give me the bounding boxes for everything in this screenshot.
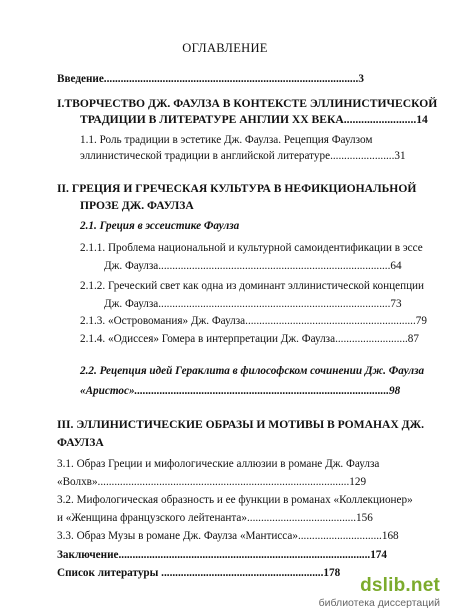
toc-section-1-1[interactable]: 1.1. Роль традиции в эстетике Дж. Фаулза. Рецепция Фаулзом xyxy=(80,134,373,146)
toc-section-2-2[interactable]: 2.2. Рецепция идей Гераклита в философском сочинении Дж. Фаулза xyxy=(80,365,425,377)
toc-section-2-1-2-cont[interactable]: Дж. Фаулза...................................................................................73 xyxy=(104,298,402,310)
toc-chapter-3-title[interactable]: III. ЭЛЛИНИСТИЧЕСКИЕ ОБРАЗЫ И МОТИВЫ В РОМАНАХ ДЖ. xyxy=(57,418,424,431)
watermark-tagline: библиотека диссертаций xyxy=(318,597,440,609)
toc-section-2-1-4[interactable]: 2.1.4. «Одиссея» Гомера в интерпретации Дж. Фаулза..........................87 xyxy=(80,333,419,345)
toc-chapter-1-title-cont[interactable]: ТРАДИЦИИ В ЛИТЕРАТУРЕ АНГЛИИ XX ВЕКА.........................14 xyxy=(80,113,428,126)
toc-section-2-1-1[interactable]: 2.1.1. Проблема национальной и культурной самоидентификации в эссе xyxy=(80,242,423,254)
toc-section-2-1[interactable]: 2.1. Греция в эссеистике Фаулза xyxy=(80,220,240,232)
toc-section-2-1-2[interactable]: 2.1.2. Греческий свет как одна из доминант эллинистической концепции xyxy=(80,280,425,292)
toc-section-3-3[interactable]: 3.3. Образ Музы в романе Дж. Фаулза «Мантисса»..............................168 xyxy=(57,530,399,542)
toc-conclusion[interactable]: Заключение..........................................................................................174 xyxy=(57,549,387,561)
toc-section-3-2-cont[interactable]: и «Женщина французского лейтенанта».......................................156 xyxy=(57,512,373,524)
toc-section-2-2-cont[interactable]: «Аристос»...........................................................................................98 xyxy=(80,385,401,397)
toc-bibliography[interactable]: Список литературы ..........................................................178 xyxy=(57,567,341,579)
toc-chapter-2-title-cont[interactable]: ПРОЗЕ ДЖ. ФАУЛЗА xyxy=(80,199,194,212)
toc-section-2-1-1-cont[interactable]: Дж. Фаулза...................................................................................64 xyxy=(104,260,402,272)
toc-chapter-2-title[interactable]: II. ГРЕЦИЯ И ГРЕЧЕСКАЯ КУЛЬТУРА В НЕФИКЦИОНАЛЬНОЙ xyxy=(57,182,417,195)
toc-section-3-1[interactable]: 3.1. Образ Греции и мифологические аллюзии в романе Дж. Фаулза xyxy=(57,458,380,470)
toc-chapter-1-title[interactable]: I.ТВОРЧЕСТВО ДЖ. ФАУЛЗА В КОНТЕКСТЕ ЭЛЛИНИСТИЧЕСКОЙ xyxy=(57,97,438,110)
watermark-logo: dslib.net xyxy=(360,575,440,596)
watermark xyxy=(260,575,440,609)
toc-section-1-1-cont[interactable]: эллинистической традиции в английской литературе.......................31 xyxy=(80,150,406,162)
toc-section-3-1-cont[interactable]: «Волхв»..........................................................................................129 xyxy=(57,476,367,488)
page-title: ОГЛАВЛЕНИЕ xyxy=(182,41,268,55)
toc-section-3-2[interactable]: 3.2. Мифологическая образность и ее функции в романах «Коллекционер» xyxy=(57,494,413,506)
toc-introduction[interactable]: Введение...........................................................................................3 xyxy=(57,73,364,85)
toc-chapter-3-title-cont[interactable]: ФАУЛЗА xyxy=(57,436,104,449)
toc-section-2-1-3[interactable]: 2.1.3. «Островомания» Дж. Фаулза.............................................................79 xyxy=(80,315,427,327)
